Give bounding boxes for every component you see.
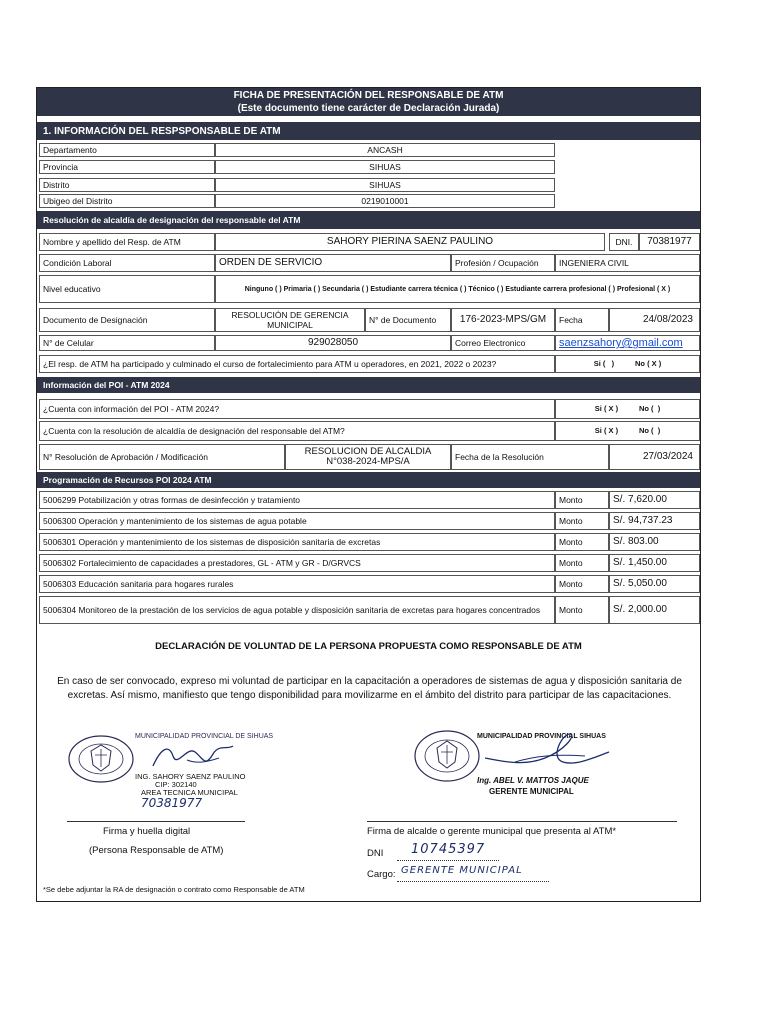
right-signature-icon <box>475 728 615 776</box>
prog-row-6-desc: 5006304 Monitoreo de la prestación de los servicios de agua potable y disposición sanitaria de excretas para hogares concentrados <box>39 596 555 624</box>
ubigeo-label: Ubigeo del Distrito <box>39 194 215 208</box>
footnote: *Se debe adjuntar la RA de designación o contrato como Responsable de ATM <box>43 885 305 894</box>
profesion-label: Profesión / Ocupación <box>451 254 555 272</box>
right-dni-label: DNI <box>367 848 384 859</box>
distrito-value: SIHUAS <box>215 178 555 192</box>
left-stamp-title: MUNICIPALIDAD PROVINCIAL DE SIHUAS <box>135 733 274 740</box>
documento-value: RESOLUCIÓN DE GERENCIA MUNICIPAL <box>215 308 365 332</box>
prog-row-3-monto: Monto <box>555 533 609 551</box>
right-cargo-value: GERENTE MUNICIPAL <box>401 865 523 876</box>
poi-answer-2: Si ( X ) No ( ) <box>555 421 700 441</box>
right-stamp-name: Ing. ABEL V. MATTOS JAQUE <box>477 776 589 785</box>
left-signature-icon <box>147 740 247 774</box>
curso-question: ¿El resp. de ATM ha participado y culminado el curso de fortalecimiento para ATM u operadores, en 2021, 2022 o 2023? <box>39 355 555 373</box>
poi-heading: Información del POI - ATM 2024 <box>37 377 700 393</box>
nresolucion-label: N° Resolución de Aprobación / Modificación <box>39 444 285 470</box>
prog-row-6-amount: S/. 2,000.00 <box>609 596 700 624</box>
left-handwritten-dni: 70381977 <box>141 796 203 810</box>
declaracion-body: En caso de ser convocado, expreso mi voluntad de participar en la capacitación a operadores de sistemas de agua y disposición sanitaria de excretas. Así mismo, manifiesto que tengo disponibilidad para movilizarme en el ámbito del distrito para participar de las capacitaciones. <box>57 676 682 701</box>
poi-question-1: ¿Cuenta con información del POI - ATM 2024? <box>39 399 555 419</box>
resolucion-heading: Resolución de alcaldía de designación del responsable del ATM <box>37 211 700 229</box>
form-page <box>36 87 701 902</box>
fresolucion-label: Fecha de la Resolución <box>451 444 609 470</box>
section1-heading: 1. INFORMACIÓN DEL RESPSPONSABLE DE ATM <box>37 122 700 140</box>
provincia-value: SIHUAS <box>215 160 555 174</box>
right-dni-line <box>397 860 499 861</box>
prog-row-4-amount: S/. 1,450.00 <box>609 554 700 572</box>
poi-question-2: ¿Cuenta con la resolución de alcaldía de designación del responsable del ATM? <box>39 421 555 441</box>
left-seal-icon <box>65 733 137 785</box>
fresolucion-value: 27/03/2024 <box>609 444 700 470</box>
left-stamp-cip: CIP: 302140 <box>155 780 197 789</box>
left-signature-line <box>67 821 245 822</box>
prog-row-1-desc: 5006299 Potabilización y otras formas de desinfección y tratamiento <box>39 491 555 509</box>
left-stamp-name: ING. SAHORY SAENZ PAULINO <box>135 772 246 781</box>
left-stamp-area: AREA TECNICA MUNICIPAL <box>141 788 238 797</box>
right-dni-value: 10745397 <box>411 842 486 857</box>
right-cargo-line <box>397 881 549 882</box>
condicion-label: Condición Laboral <box>39 254 215 272</box>
nivel-value: Ninguno ( ) Primaria ( ) Secundaria ( ) Estudiante carrera técnica ( ) Técnico ( ) Estudiante carrera profesional ( ) Profesional ( X ) <box>215 275 700 303</box>
left-label-persona: (Persona Responsable de ATM) <box>89 845 224 856</box>
prog-row-2-amount: S/. 94,737.23 <box>609 512 700 530</box>
profesion-value: INGENIERA CIVIL <box>555 254 700 272</box>
right-stamp-title: MUNICIPALIDAD PROVINCIAL SIHUAS <box>477 733 606 740</box>
prog-row-6-monto: Monto <box>555 596 609 624</box>
fecha-label: Fecha <box>555 308 609 332</box>
celular-label: N° de Celular <box>39 335 215 351</box>
correo-value[interactable]: saenzsahory@gmail.com <box>555 335 700 351</box>
declaracion-title: DECLARACIÓN DE VOLUNTAD DE LA PERSONA PROPUESTA COMO RESPONSABLE DE ATM <box>155 641 582 652</box>
form-title-line1: FICHA DE PRESENTACIÓN DEL RESPONSABLE DE ATM <box>233 90 504 101</box>
prog-row-2-monto: Monto <box>555 512 609 530</box>
distrito-label: Distrito <box>39 178 215 192</box>
form-title <box>37 88 700 116</box>
right-cargo-label: Cargo: <box>367 869 396 880</box>
dni-label: DNI. <box>609 233 639 251</box>
prog-row-4-monto: Monto <box>555 554 609 572</box>
prog-row-1-amount: S/. 7,620.00 <box>609 491 700 509</box>
ndoc-label: N° de Documento <box>365 308 451 332</box>
departamento-label: Departamento <box>39 143 215 157</box>
prog-row-4-desc: 5006302 Fortalecimiento de capacidades a prestadores, GL - ATM y GR - D/GRVCS <box>39 554 555 572</box>
right-stamp-role: GERENTE MUNICIPAL <box>489 787 574 796</box>
programacion-heading: Programación de Recursos POI 2024 ATM <box>37 472 700 488</box>
prog-row-3-desc: 5006301 Operación y mantenimiento de los sistemas de disposición sanitaria de excretas <box>39 533 555 551</box>
dni-value: 70381977 <box>639 233 700 251</box>
nombre-label: Nombre y apellido del Resp. de ATM <box>39 233 215 251</box>
celular-value: 929028050 <box>215 335 451 351</box>
departamento-value: ANCASH <box>215 143 555 157</box>
prog-row-5-monto: Monto <box>555 575 609 593</box>
form-title-line2: (Este documento tiene carácter de Declaración Jurada) <box>237 103 500 114</box>
prog-row-5-amount: S/. 5,050.00 <box>609 575 700 593</box>
fecha-value: 24/08/2023 <box>609 308 700 332</box>
left-label-firma: Firma y huella digital <box>103 826 191 837</box>
curso-answer: Si ( ) No ( X ) <box>555 355 700 373</box>
right-label-firma: Firma de alcalde o gerente municipal que presenta al ATM* <box>367 826 617 837</box>
correo-label: Correo Electronico <box>451 335 555 351</box>
nombre-value: SAHORY PIERINA SAENZ PAULINO <box>215 233 605 251</box>
prog-row-3-amount: S/. 803.00 <box>609 533 700 551</box>
nresolucion-value: RESOLUCION DE ALCALDIA N°038-2024-MPS/A <box>285 444 451 470</box>
provincia-label: Provincia <box>39 160 215 174</box>
ndoc-value: 176-2023-MPS/GM <box>451 308 555 332</box>
condicion-value: ORDEN DE SERVICIO <box>215 254 451 272</box>
right-signature-line <box>367 821 677 822</box>
prog-row-1-monto: Monto <box>555 491 609 509</box>
poi-answer-1: Si ( X ) No ( ) <box>555 399 700 419</box>
prog-row-2-desc: 5006300 Operación y mantenimiento de los sistemas de agua potable <box>39 512 555 530</box>
prog-row-5-desc: 5006303 Educación sanitaria para hogares rurales <box>39 575 555 593</box>
documento-label: Documento de Designación <box>39 308 215 332</box>
nivel-label: Nivel educativo <box>39 275 215 303</box>
ubigeo-value: 0219010001 <box>215 194 555 208</box>
right-seal-icon <box>411 728 483 784</box>
